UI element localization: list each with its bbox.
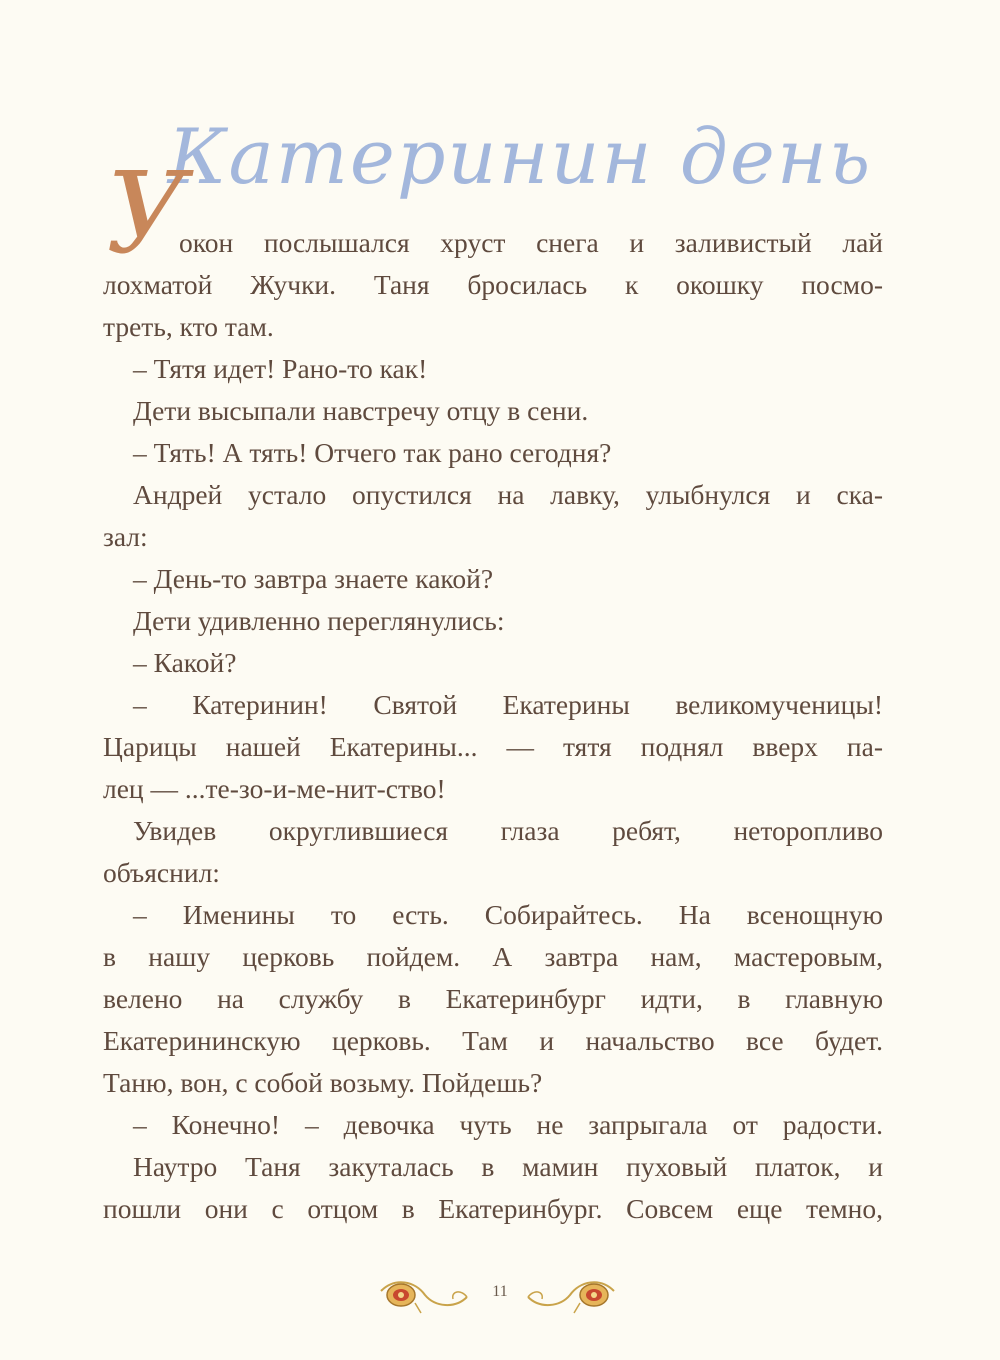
text-line: объяснил: xyxy=(103,857,220,888)
body-text xyxy=(103,222,883,1230)
page-footer xyxy=(0,1275,1000,1315)
text-line: Увидев округлившиеся глаза ребят, неторопливо xyxy=(133,815,883,846)
drop-cap: У xyxy=(106,149,187,279)
text-line: – День-то завтра знаете какой? xyxy=(133,563,494,594)
text-line: – Катеринин! Святой Екатерины великомученицы! xyxy=(133,689,883,720)
text-line: лец — ...те-зо-и-ме-нит-ство! xyxy=(103,773,446,804)
text-line: пошли они с отцом в Екатеринбург. Совсем еще темно, xyxy=(103,1193,883,1224)
text-line: Екатерининскую церковь. Там и начальство все будет. xyxy=(103,1025,883,1056)
text-line: окон послышался хруст снега и заливистый лай xyxy=(179,227,883,258)
text-line: велено на службу в Екатеринбург идти, в главную xyxy=(103,983,883,1014)
text-line: Дети удивленно переглянулись: xyxy=(133,605,505,636)
page-number: 11 xyxy=(492,1283,508,1300)
text-line: Таню, вон, с собой возьму. Пойдешь? xyxy=(103,1067,543,1098)
text-line: Дети высыпали навстречу отцу в сени. xyxy=(133,395,589,426)
text-line: треть, кто там. xyxy=(103,311,274,342)
text-line: Царицы нашей Екатерины... — тятя поднял вверх па- xyxy=(103,731,883,762)
text-line: – Тятя идет! Рано-то как! xyxy=(133,353,428,384)
text-line: – Именины то есть. Собирайтесь. На всенощную xyxy=(133,899,883,930)
text-line: – Конечно! – девочка чуть не запрыгала от радости. xyxy=(133,1109,883,1140)
chapter-title: Катеринин день xyxy=(167,112,873,201)
text-line: – Тять! А тять! Отчего так рано сегодня? xyxy=(133,437,612,468)
text-line: Андрей устало опустился на лавку, улыбнулся и ска- xyxy=(133,479,883,510)
text-line: – Какой? xyxy=(133,647,237,678)
text-line: в нашу церковь пойдем. А завтра нам, мастеровым, xyxy=(103,941,883,972)
text-line: Наутро Таня закуталась в мамин пуховый платок, и xyxy=(133,1151,883,1182)
ornament-right-icon xyxy=(520,1275,620,1315)
text-line: зал: xyxy=(103,521,148,552)
text-line: лохматой Жучки. Таня бросилась к окошку посмо- xyxy=(103,269,883,300)
